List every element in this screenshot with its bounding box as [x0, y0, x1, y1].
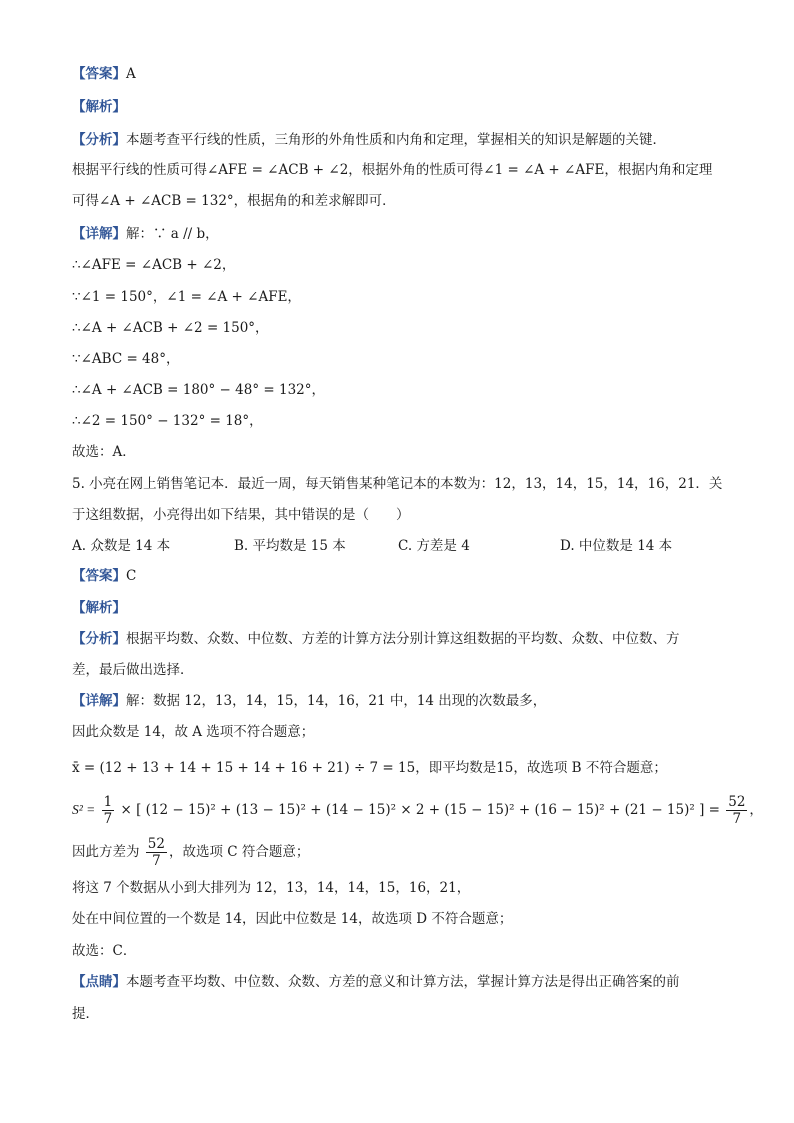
fraction-denominator: 7: [152, 853, 161, 869]
q4-step-6: ∴∠2 = 150° − 132° = 18°，: [72, 413, 263, 429]
dianjing-label: 【点睛】: [72, 974, 126, 990]
q5-analysis-heading: [72, 598, 734, 618]
q5-option-a: A. 众数是 14 本: [72, 538, 171, 554]
fenxi-text: 根据平均数、众数、中位数、方差的计算方法分别计算这组数据的平均数、众数、中位数、方: [126, 631, 680, 647]
q5-option-d: D. 中位数是 14 本: [560, 538, 673, 554]
q4-fenxi-line3: 可得∠A + ∠ACB = 132°，根据角的和差求解即可．: [72, 193, 396, 209]
q5-detail-median: 处在中间位置的一个数是 14，因此中位数是 14，故选项 D 不符合题意；: [72, 911, 513, 927]
fraction-denominator: 7: [732, 811, 742, 827]
q5-choose: 故选：C．: [72, 943, 137, 959]
q4-analysis-heading: [72, 97, 734, 117]
statement-suffix: ，故选项 C 符合题意；: [168, 844, 310, 860]
q5-stem-line2: 于这组数据，小亮得出如下结果，其中错误的是（ ）: [72, 507, 410, 523]
q4-step-2: ∵∠1 = 150°，∠1 = ∠A + ∠AFE，: [72, 289, 301, 305]
q4-fenxi-line2: 根据平行线的性质可得∠AFE = ∠ACB + ∠2，根据外角的性质可得∠1 = ∠A + ∠AFE，根据内角和定理: [72, 162, 713, 178]
fraction-numerator: 52: [147, 836, 165, 852]
xiangjie-label: 【详解】: [72, 693, 126, 709]
q5-answer-line: [72, 566, 734, 586]
q5-variance-statement: [72, 834, 734, 874]
detail-text: 解：数据 12，13，14，15，14，16，21 中，14 出现的次数最多，: [126, 693, 547, 709]
q5-fenxi-line2: 差，最后做出选择．: [72, 662, 194, 678]
q4-choose: 故选：A．: [72, 444, 136, 460]
q4-xiangjie-line: [72, 224, 734, 244]
q5-dianjing-line2: 提．: [72, 1006, 99, 1022]
comma: ，: [749, 802, 763, 818]
fraction-denominator: 7: [103, 811, 113, 827]
variance-sum: × [ (12 − 15)² + (13 − 15)² + (14 − 15)² × 2 + (15 − 15)² + (16 − 15)² + (21 − 15)² ] =: [120, 802, 720, 818]
fenxi-label: 【分析】: [72, 631, 126, 647]
q4-step-4: ∵∠ABC = 48°，: [72, 351, 180, 367]
variance-result: [726, 794, 747, 827]
q5-stem-line1: 5. 小亮在网上销售笔记本．最近一周，每天销售某种笔记本的本数为：12，13，14，15，14，16，21．关: [72, 476, 723, 492]
q4-answer-line: [72, 64, 734, 84]
q5-xiangjie-line: [72, 691, 734, 711]
fenxi-text: 本题考查平行线的性质，三角形的外角性质和内角和定理，掌握相关的知识是解题的关键．: [126, 132, 666, 148]
variance-value: [146, 836, 167, 869]
q5-detail-sorted: 将这 7 个数据从小到大排列为 12，13，14，14，15，16，21，: [72, 880, 471, 896]
statement-prefix: 因此方差为: [72, 844, 140, 860]
answer-label: 【答案】: [72, 568, 126, 584]
q5-option-b: B. 平均数是 15 本: [234, 538, 346, 554]
xiangjie-label: 【详解】: [72, 226, 126, 242]
dianjing-text: 本题考查平均数、中位数、众数、方差的意义和计算方法，掌握计算方法是得出正确答案的前: [126, 974, 680, 990]
answer-value: A: [126, 66, 136, 82]
answer-label: 【答案】: [72, 66, 126, 82]
fenxi-label: 【分析】: [72, 132, 126, 148]
answer-value: C: [126, 568, 137, 584]
variance-coefficient: [102, 794, 115, 827]
q5-variance-formula: [72, 792, 763, 832]
fraction-numerator: 52: [728, 794, 746, 810]
q5-fenxi-line1: [72, 629, 734, 649]
step-text: 解：∵ a // b，: [126, 226, 219, 242]
q4-step-5: ∴∠A + ∠ACB = 180° − 48° = 132°，: [72, 382, 325, 398]
analysis-label: 【解析】: [72, 99, 126, 115]
variance-symbol: S² =: [72, 802, 96, 817]
q5-dianjing-line1: [72, 972, 734, 992]
q4-step-1: ∴∠AFE = ∠ACB + ∠2，: [72, 257, 236, 273]
q5-option-c: C. 方差是 4: [398, 538, 470, 554]
q4-step-3: ∴∠A + ∠ACB + ∠2 = 150°，: [72, 320, 269, 336]
q4-fenxi-line: [72, 130, 734, 150]
q5-detail-2: 因此众数是 14，故 A 选项不符合题意；: [72, 724, 315, 740]
analysis-label: 【解析】: [72, 600, 126, 616]
fraction-numerator: 1: [103, 794, 113, 810]
q5-mean-formula: x̄ = (12 + 13 + 14 + 15 + 14 + 16 + 21) ÷ 7 = 15，即平均数是15，故选项 B 不符合题意；: [72, 760, 667, 776]
